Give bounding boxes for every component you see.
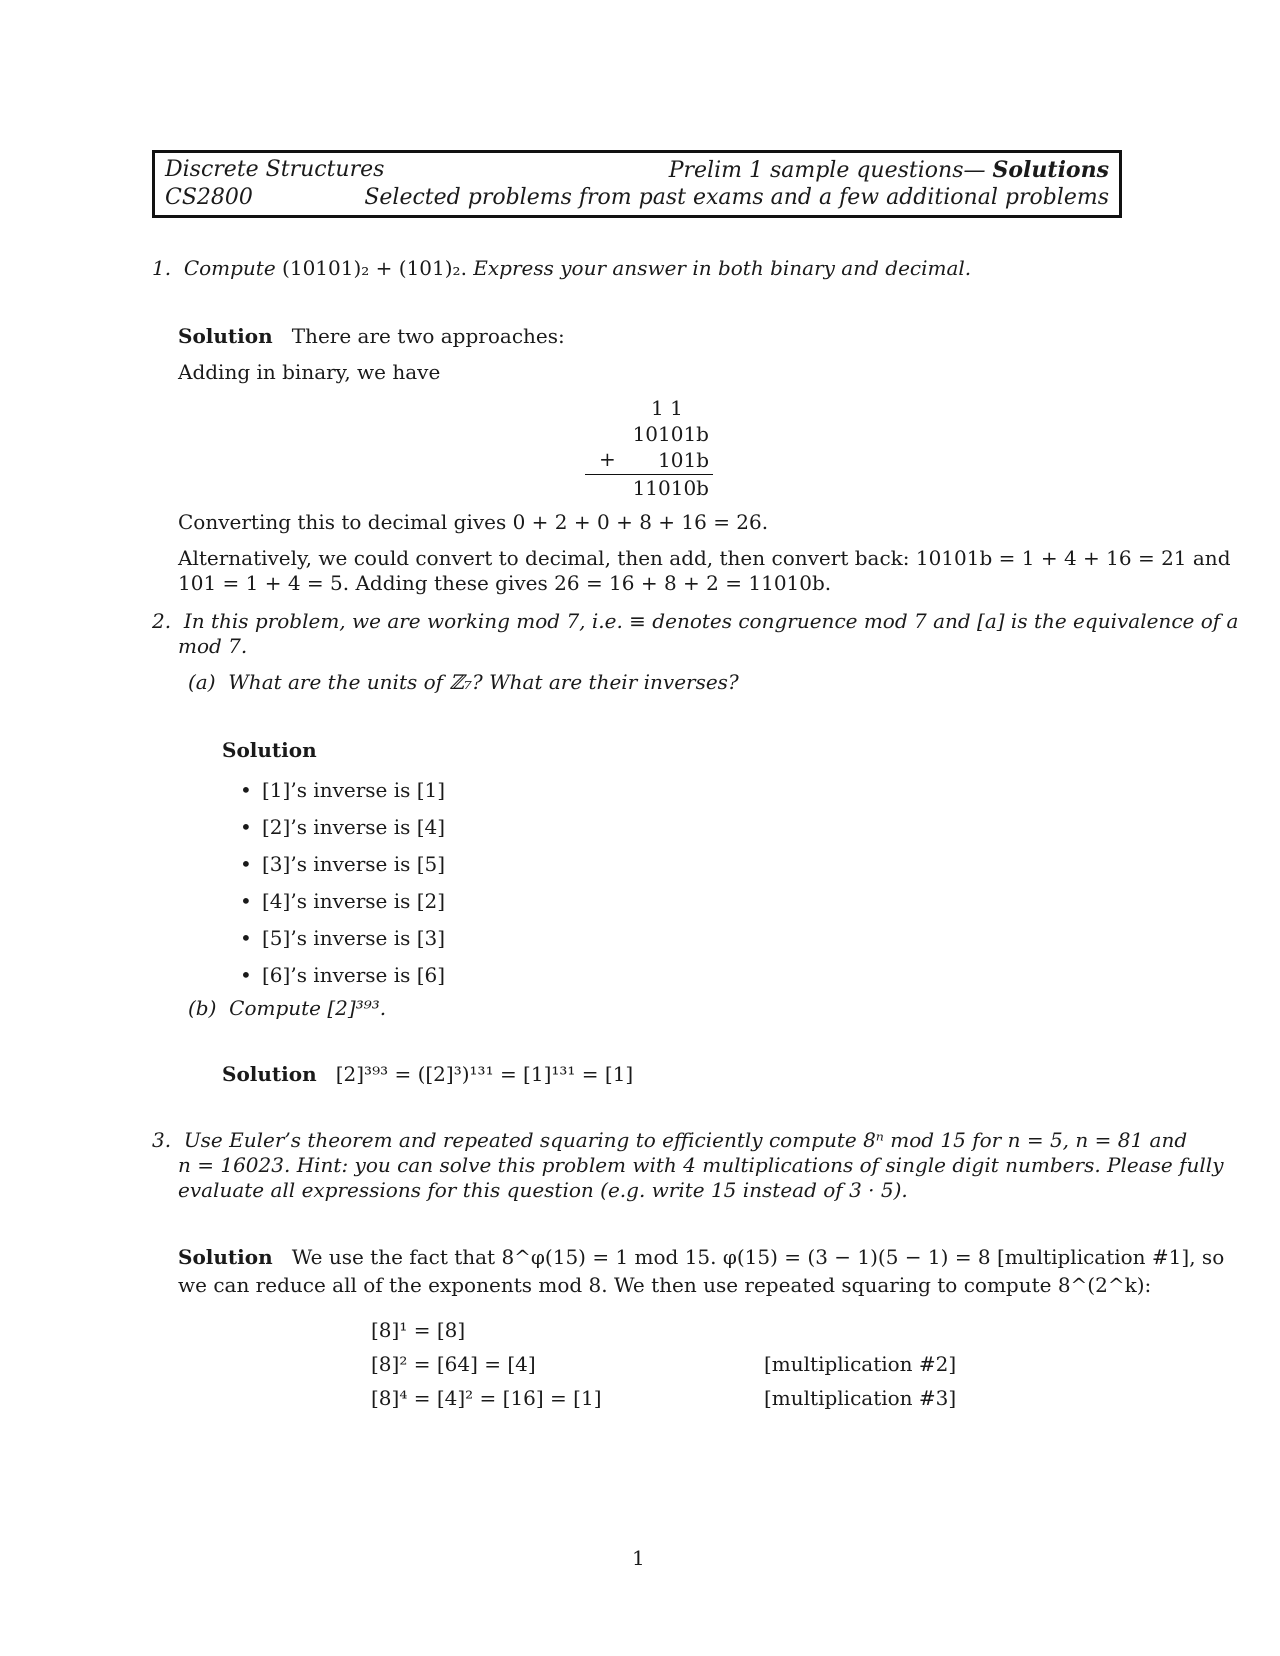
problem-3-solution-line-1 [178, 1245, 1224, 1269]
title-text: Prelim 1 sample questions— [668, 158, 986, 183]
part-a-solution-label: Solution [222, 738, 317, 762]
part-label: (a) [188, 670, 216, 694]
alternative-line-2: 101 = 1 + 4 = 5. Adding these gives 26 = 16 + 8 + 2 = 11010b. [178, 571, 832, 595]
question-math: (10101)₂ + (101)₂. [282, 256, 467, 280]
part-b-question [188, 996, 386, 1020]
problem-number: 1. [152, 256, 172, 280]
list-item: • [6]’s inverse is [6] [240, 957, 445, 994]
problem-3-line-3: evaluate all expressions for this question (e.g. write 15 instead of 3 · 5). [178, 1178, 908, 1202]
problem-number: 2. [152, 609, 172, 633]
title-solutions: Solutions [992, 157, 1109, 183]
solution-text: There are two approaches: [291, 324, 565, 348]
problem-3-line-2: n = 16023. Hint: you can solve this problem with 4 multiplications of single digit numbers. Please fully [178, 1153, 1224, 1177]
list-item: • [4]’s inverse is [2] [240, 883, 445, 920]
addend-2: 101b [658, 448, 709, 472]
square-row-1: [8]¹ = [8] [371, 1318, 466, 1342]
list-item: • [1]’s inverse is [1] [240, 772, 445, 809]
question-text: Compute [183, 256, 276, 280]
square-note-3: [multiplication #3] [764, 1386, 957, 1410]
plus-sign: + [599, 447, 616, 471]
header-box [152, 150, 1122, 218]
binary-addition [585, 395, 713, 501]
document-title [669, 157, 1109, 183]
binary-intro: Adding in binary, we have [178, 360, 441, 384]
carry-row: 1 1 [651, 396, 683, 420]
part-b-solution [222, 1062, 633, 1086]
part-a-question [188, 670, 739, 694]
list-item: • [2]’s inverse is [4] [240, 809, 445, 846]
problem-3-solution-line-2: we can reduce all of the exponents mod 8. We then use repeated squaring to compute 8^(2^k): [178, 1273, 1152, 1297]
problem-3-line-1 [152, 1128, 1187, 1152]
problem-2-intro [152, 609, 1238, 633]
part-question: Compute [2]³⁹³. [229, 996, 387, 1020]
inverse-list [240, 772, 445, 994]
solution-label: Solution [178, 324, 273, 348]
alternative-line-1: Alternatively, we could convert to decimal, then add, then convert back: 10101b = 1 + 4 + 16 = 21 and [178, 546, 1231, 570]
list-item: • [5]’s inverse is [3] [240, 920, 445, 957]
problem-2-intro-cont: mod 7. [178, 634, 248, 658]
solution-label: Solution [178, 1245, 273, 1269]
problem-number: 3. [152, 1128, 172, 1152]
problem-1-question [152, 256, 971, 280]
square-row-3: [8]⁴ = [4]² = [16] = [1] [371, 1386, 602, 1410]
question-text: Use Euler’s theorem and repeated squaring to efficiently compute 8ⁿ mod 15 for n = 5, n = 81 and [183, 1128, 1188, 1152]
intro-text: In this problem, we are working mod 7, i.e. ≡ denotes congruence mod 7 and [a] is the equivalence of a [183, 609, 1239, 633]
list-item: • [3]’s inverse is [5] [240, 846, 445, 883]
square-note-2: [multiplication #2] [764, 1352, 957, 1376]
page-number: 1 [632, 1546, 645, 1570]
course-name: Discrete Structures [165, 157, 385, 182]
addend-1: 10101b [632, 422, 709, 446]
solution-label: Solution [222, 1062, 317, 1086]
question-text: Express your answer in both binary and decimal. [473, 256, 972, 280]
sum-result: 11010b [632, 476, 709, 500]
part-label: (b) [188, 996, 217, 1020]
solution-text: [2]³⁹³ = ([2]³)¹³¹ = [1]¹³¹ = [1] [335, 1062, 634, 1086]
problem-1-solution-intro [178, 324, 565, 348]
course-code: CS2800 [165, 185, 253, 210]
document-subtitle: Selected problems from past exams and a few additional problems [364, 185, 1109, 210]
solution-text: We use the fact that 8^φ(15) = 1 mod 15. φ(15) = (3 − 1)(5 − 1) = 8 [multiplication #1], so [291, 1245, 1225, 1269]
decimal-conversion: Converting this to decimal gives 0 + 2 + 0 + 8 + 16 = 26. [178, 510, 769, 534]
square-row-2: [8]² = [64] = [4] [371, 1352, 536, 1376]
part-question: What are the units of ℤ₇? What are their inverses? [228, 670, 739, 694]
